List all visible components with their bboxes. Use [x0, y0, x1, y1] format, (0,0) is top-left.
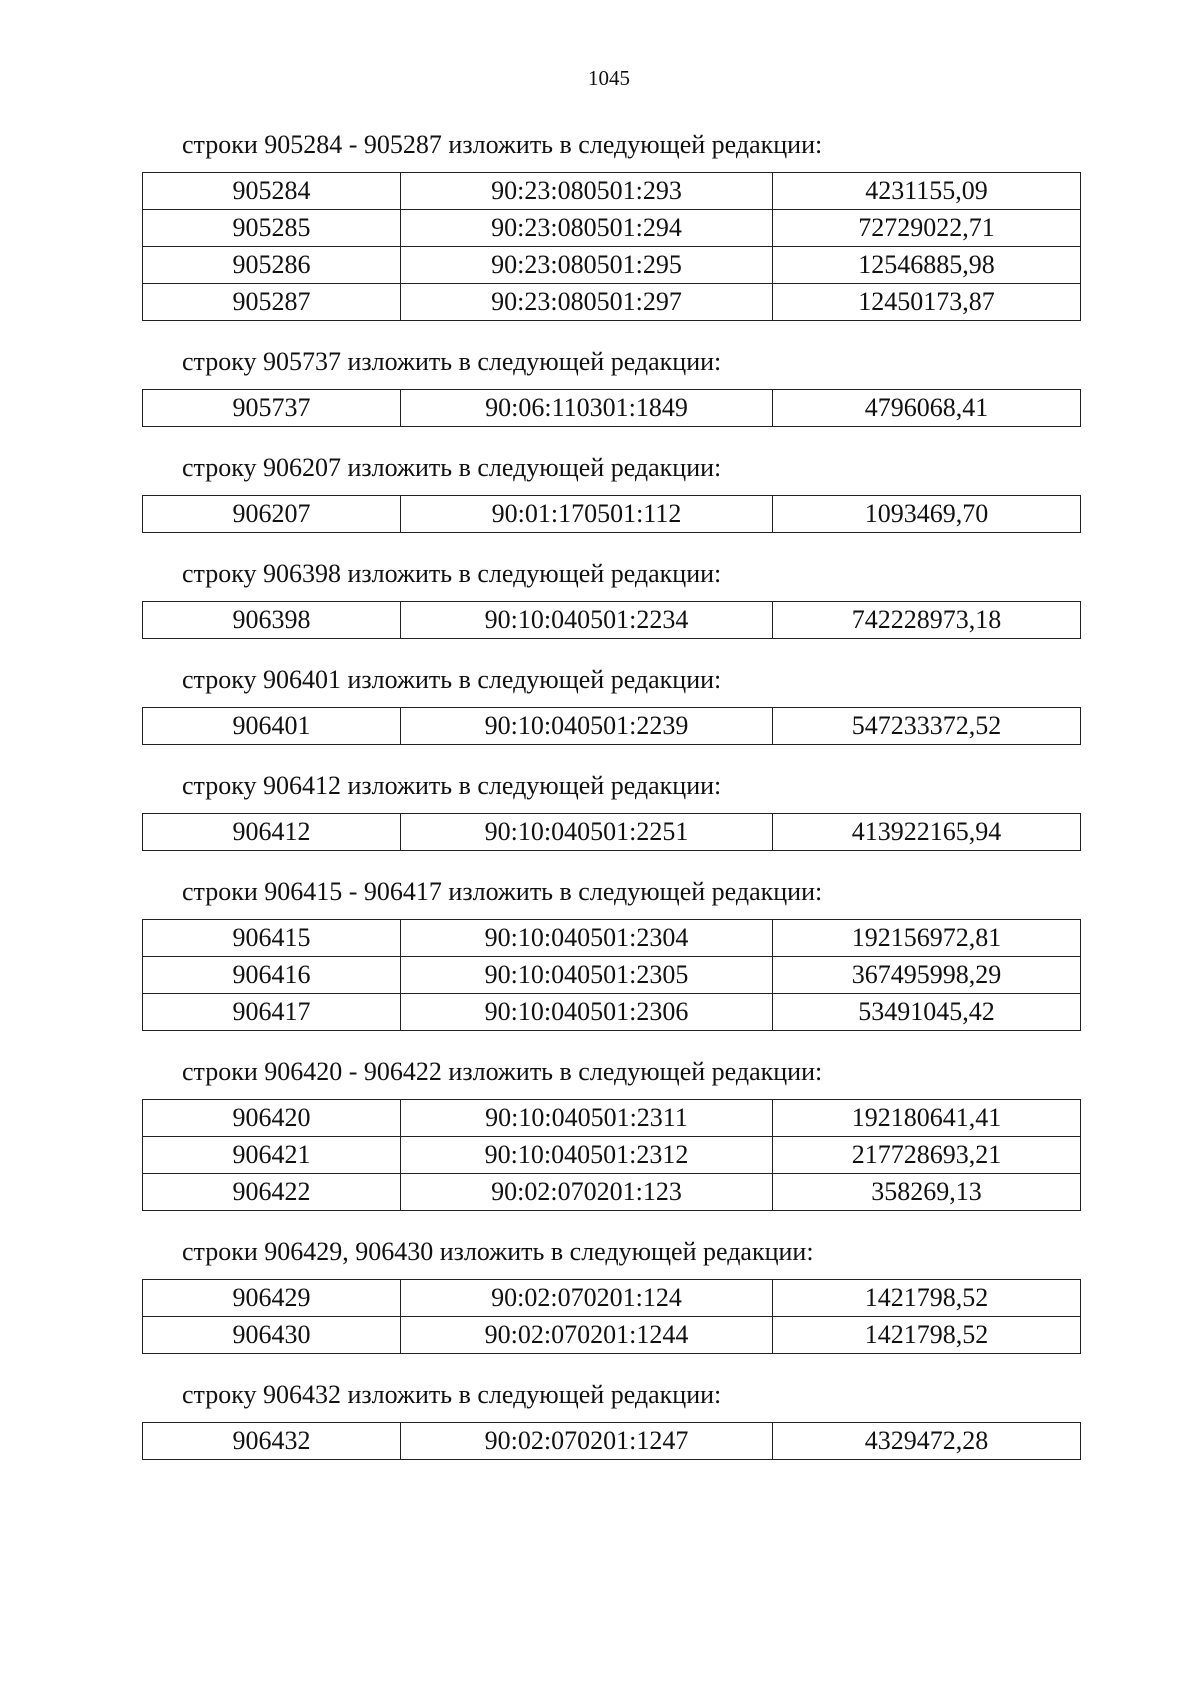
- row-number-cell: 906421: [143, 1137, 401, 1174]
- cadastral-number-cell: 90:02:070201:1244: [401, 1317, 773, 1354]
- cadastral-value-cell: 72729022,71: [773, 210, 1081, 247]
- row-number-cell: 905285: [143, 210, 401, 247]
- table-row: [143, 708, 1081, 745]
- row-number-cell: 906422: [143, 1174, 401, 1211]
- row-number-cell: 906429: [143, 1280, 401, 1317]
- amendment-table: [142, 495, 1081, 533]
- section-instruction: строку 905737 изложить в следующей редакции:: [182, 347, 722, 376]
- table-row: [143, 814, 1081, 851]
- row-number-cell: 906207: [143, 496, 401, 533]
- cadastral-number-cell: 90:10:040501:2311: [401, 1100, 773, 1137]
- table-row: [143, 957, 1081, 994]
- row-number-cell: 906401: [143, 708, 401, 745]
- cadastral-number-cell: 90:10:040501:2304: [401, 920, 773, 957]
- section-instruction: строку 906398 изложить в следующей редакции:: [182, 559, 722, 588]
- amendment-section: [142, 771, 1080, 851]
- amendment-table: [142, 1279, 1081, 1354]
- cadastral-value-cell: 12450173,87: [773, 284, 1081, 321]
- section-instruction: строки 906415 - 906417 изложить в следующей редакции:: [182, 877, 823, 906]
- cadastral-value-cell: 1421798,52: [773, 1317, 1081, 1354]
- amendment-table: [142, 1099, 1081, 1211]
- table-row: [143, 284, 1081, 321]
- row-number-cell: 906430: [143, 1317, 401, 1354]
- amendment-section: [142, 665, 1080, 745]
- cadastral-value-cell: 217728693,21: [773, 1137, 1081, 1174]
- cadastral-value-cell: 1093469,70: [773, 496, 1081, 533]
- cadastral-number-cell: 90:10:040501:2312: [401, 1137, 773, 1174]
- amendment-table: [142, 919, 1081, 1031]
- section-instruction: строки 906420 - 906422 изложить в следующей редакции:: [182, 1057, 823, 1086]
- table-row: [143, 1280, 1081, 1317]
- cadastral-number-cell: 90:10:040501:2234: [401, 602, 773, 639]
- cadastral-number-cell: 90:10:040501:2239: [401, 708, 773, 745]
- cadastral-value-cell: 12546885,98: [773, 247, 1081, 284]
- cadastral-value-cell: 367495998,29: [773, 957, 1081, 994]
- row-number-cell: 906398: [143, 602, 401, 639]
- table-row: [143, 1137, 1081, 1174]
- cadastral-number-cell: 90:06:110301:1849: [401, 390, 773, 427]
- document-body: [142, 130, 1080, 1486]
- section-instruction: строку 906207 изложить в следующей редакции:: [182, 453, 722, 482]
- cadastral-value-cell: 413922165,94: [773, 814, 1081, 851]
- cadastral-number-cell: 90:02:070201:123: [401, 1174, 773, 1211]
- row-number-cell: 905737: [143, 390, 401, 427]
- cadastral-number-cell: 90:23:080501:294: [401, 210, 773, 247]
- row-number-cell: 906417: [143, 994, 401, 1031]
- cadastral-value-cell: 53491045,42: [773, 994, 1081, 1031]
- amendment-table: [142, 813, 1081, 851]
- cadastral-number-cell: 90:10:040501:2251: [401, 814, 773, 851]
- cadastral-number-cell: 90:23:080501:293: [401, 173, 773, 210]
- amendment-section: [142, 1380, 1080, 1460]
- row-number-cell: 905287: [143, 284, 401, 321]
- amendment-section: [142, 877, 1080, 1031]
- amendment-table: [142, 1422, 1081, 1460]
- cadastral-value-cell: 547233372,52: [773, 708, 1081, 745]
- row-number-cell: 905284: [143, 173, 401, 210]
- cadastral-number-cell: 90:23:080501:295: [401, 247, 773, 284]
- cadastral-number-cell: 90:02:070201:124: [401, 1280, 773, 1317]
- cadastral-value-cell: 192180641,41: [773, 1100, 1081, 1137]
- table-row: [143, 390, 1081, 427]
- row-number-cell: 906412: [143, 814, 401, 851]
- page-number: 1045: [588, 66, 630, 90]
- cadastral-value-cell: 358269,13: [773, 1174, 1081, 1211]
- amendment-section: [142, 347, 1080, 427]
- table-row: [143, 602, 1081, 639]
- row-number-cell: 906432: [143, 1423, 401, 1460]
- cadastral-number-cell: 90:10:040501:2306: [401, 994, 773, 1031]
- cadastral-number-cell: 90:10:040501:2305: [401, 957, 773, 994]
- table-row: [143, 1174, 1081, 1211]
- amendment-table: [142, 601, 1081, 639]
- amendment-table: [142, 389, 1081, 427]
- amendment-section: [142, 1057, 1080, 1211]
- section-instruction: строку 906432 изложить в следующей редакции:: [182, 1380, 722, 1409]
- table-row: [143, 1317, 1081, 1354]
- table-row: [143, 994, 1081, 1031]
- cadastral-value-cell: 4231155,09: [773, 173, 1081, 210]
- table-row: [143, 1423, 1081, 1460]
- cadastral-number-cell: 90:02:070201:1247: [401, 1423, 773, 1460]
- row-number-cell: 906420: [143, 1100, 401, 1137]
- amendment-section: [142, 130, 1080, 321]
- cadastral-value-cell: 4796068,41: [773, 390, 1081, 427]
- row-number-cell: 905286: [143, 247, 401, 284]
- amendment-section: [142, 1237, 1080, 1354]
- amendment-section: [142, 453, 1080, 533]
- table-row: [143, 210, 1081, 247]
- table-row: [143, 496, 1081, 533]
- table-row: [143, 247, 1081, 284]
- section-instruction: строку 906401 изложить в следующей редакции:: [182, 665, 722, 694]
- cadastral-number-cell: 90:23:080501:297: [401, 284, 773, 321]
- amendment-table: [142, 707, 1081, 745]
- cadastral-value-cell: 4329472,28: [773, 1423, 1081, 1460]
- table-row: [143, 920, 1081, 957]
- cadastral-value-cell: 192156972,81: [773, 920, 1081, 957]
- section-instruction: строки 906429, 906430 изложить в следующей редакции:: [182, 1237, 814, 1266]
- row-number-cell: 906416: [143, 957, 401, 994]
- cadastral-value-cell: 1421798,52: [773, 1280, 1081, 1317]
- section-instruction: строки 905284 - 905287 изложить в следующей редакции:: [182, 130, 823, 159]
- amendment-table: [142, 172, 1081, 321]
- amendment-section: [142, 559, 1080, 639]
- section-instruction: строку 906412 изложить в следующей редакции:: [182, 771, 722, 800]
- cadastral-value-cell: 742228973,18: [773, 602, 1081, 639]
- table-row: [143, 173, 1081, 210]
- cadastral-number-cell: 90:01:170501:112: [401, 496, 773, 533]
- row-number-cell: 906415: [143, 920, 401, 957]
- table-row: [143, 1100, 1081, 1137]
